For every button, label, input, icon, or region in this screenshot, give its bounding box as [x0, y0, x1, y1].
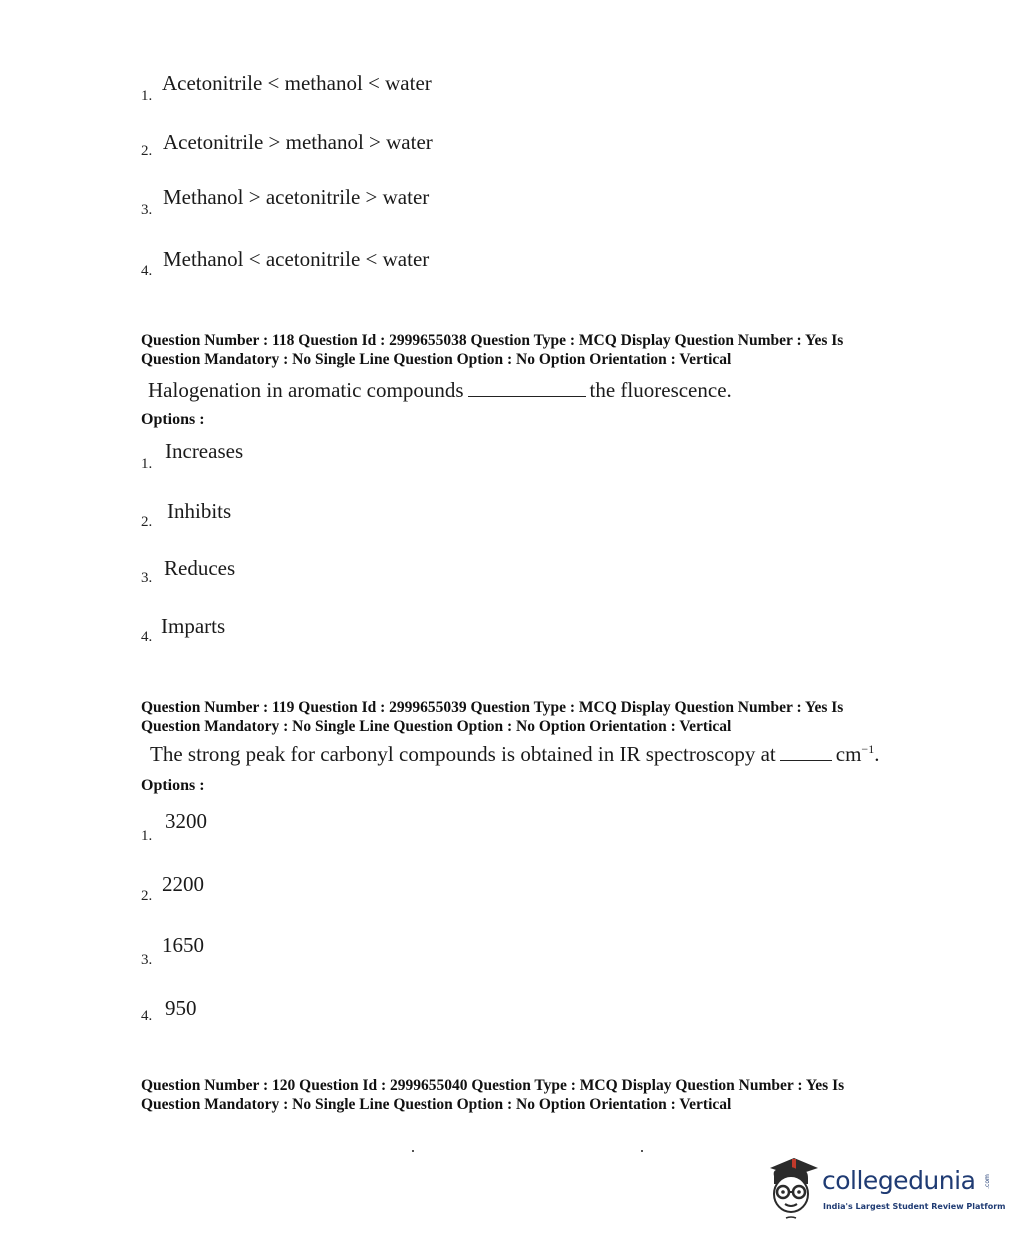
question-text-after: the fluorescence. — [589, 378, 732, 402]
unit-exponent: −1 — [861, 742, 875, 756]
logo-tagline: India's Largest Student Review Platform — [823, 1202, 1006, 1211]
option-number: 4. — [141, 263, 153, 279]
option-number: 3. — [141, 570, 153, 586]
option-text: 3200 — [165, 809, 207, 833]
option-number: 2. — [141, 888, 153, 904]
meta-line-1: Question Number : 118 Question Id : 2999655038 Question Type : MCQ Display Question Number : Yes Is — [141, 332, 844, 349]
scan-artifact — [412, 1150, 414, 1152]
option-number: 1. — [141, 88, 153, 104]
option-number: 4. — [141, 1008, 153, 1024]
option-text: 950 — [165, 996, 197, 1020]
period: . — [874, 742, 880, 766]
option-number: 1. — [141, 456, 153, 472]
meta-line-2: Question Mandatory : No Single Line Question Option : No Option Orientation : Vertical — [141, 351, 732, 368]
option-text: Methanol < acetonitrile < water — [163, 247, 430, 271]
question-119-meta — [141, 698, 901, 736]
option-number: 3. — [141, 952, 153, 968]
option-text: Acetonitrile < methanol < water — [162, 71, 432, 95]
option-number: 2. — [141, 514, 153, 530]
question-text-before: Halogenation in aromatic compounds — [148, 378, 464, 402]
question-118-meta — [141, 331, 901, 369]
option-text: Acetonitrile > methanol > water — [163, 130, 433, 154]
logo-wordmark: collegedunia — [822, 1166, 976, 1195]
option-text: 2200 — [162, 872, 204, 896]
meta-line-2: Question Mandatory : No Single Line Question Option : No Option Orientation : Vertical — [141, 718, 732, 735]
option-text: Inhibits — [167, 499, 232, 523]
collegedunia-logo — [764, 1154, 1006, 1224]
option-text: Increases — [165, 439, 244, 463]
option-number: 4. — [141, 629, 153, 645]
option-text: 1650 — [162, 933, 204, 957]
scan-artifact — [641, 1150, 643, 1152]
meta-line-2: Question Mandatory : No Single Line Question Option : No Option Orientation : Vertical — [141, 1096, 732, 1113]
logo-domain-suffix: .com — [983, 1174, 991, 1189]
option-text: Methanol > acetonitrile > water — [163, 185, 430, 209]
meta-line-1: Question Number : 120 Question Id : 2999655040 Question Type : MCQ Display Question Number : Yes Is — [141, 1077, 845, 1094]
mascot-icon — [764, 1154, 820, 1222]
options-label: Options : — [141, 777, 205, 794]
option-number: 2. — [141, 143, 153, 159]
question-text-before: The strong peak for carbonyl compounds is obtained in IR spectroscopy at — [150, 742, 776, 766]
option-number: 1. — [141, 828, 153, 844]
unit: cm — [835, 742, 862, 766]
answer-blank — [468, 395, 586, 397]
question-119-text — [150, 742, 879, 767]
options-label: Options : — [141, 411, 205, 428]
option-text: Imparts — [161, 614, 226, 638]
question-120-meta — [141, 1076, 901, 1114]
meta-line-1: Question Number : 119 Question Id : 2999655039 Question Type : MCQ Display Question Number : Yes Is — [141, 699, 844, 716]
option-text: Reduces — [164, 556, 236, 580]
answer-blank — [780, 759, 832, 761]
question-118-text — [148, 378, 732, 403]
option-number: 3. — [141, 202, 153, 218]
